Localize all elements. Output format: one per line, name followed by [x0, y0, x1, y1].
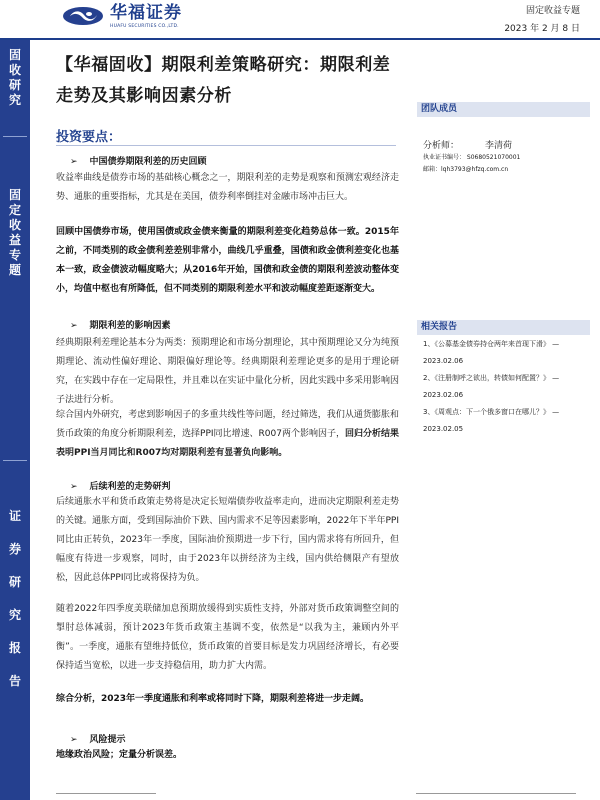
- header-divider: [0, 38, 600, 40]
- regression-conclusion: 回归分析结果表明PPI当月同比和R007均对期限利差有显著负向影响。: [56, 429, 399, 458]
- subhead-outlook: [70, 479, 171, 492]
- sidebar-vertical-text: 证 券 研 究 报 告: [8, 509, 21, 688]
- company-logo: [62, 4, 182, 29]
- arrow-bullet-icon: ➢: [70, 482, 78, 492]
- analyst-name: 李清荷: [485, 141, 513, 151]
- subhead-text: 期限利差的影响因素: [89, 321, 171, 331]
- sidebar-vertical-text: 固 定 收 益 专 题: [8, 188, 21, 277]
- footer-rule-right: [416, 793, 576, 797]
- analyst-email: 邮箱：lqh3793@hfzq.com.cn: [423, 166, 509, 173]
- subhead-text: 风险提示: [89, 735, 126, 745]
- footer-rule-left: [56, 793, 156, 797]
- section-heading: 投资要点：: [56, 130, 122, 145]
- sidebar-section-1: [0, 48, 30, 108]
- logo-mark-icon: [62, 6, 104, 26]
- analyst-cert: 执业证书编号： S0680521070001: [423, 154, 521, 161]
- analyst-label: 分析师：: [423, 141, 460, 151]
- subhead-factors: [70, 318, 171, 331]
- paragraph-theory: 经典期限利差理论基本分为两类：预期理论和市场分割理论，其中预期理论又分为纯预期理论、流动性偏好理论、期限偏好理论等。经典期限利差理论更多的是用于理论研究，在实践中存在一定局限性，并且难以在实证中量化分析，因此实践中多采用影响因子法进行分析。: [56, 338, 399, 405]
- paragraph-regression: [56, 406, 399, 463]
- subhead-risk: [70, 732, 126, 745]
- report-title: 【华福固收】期限利差策略研究：期限利差走势及其影响因素分析: [56, 55, 391, 106]
- sidebar-vertical-text: 固 收 研 究: [8, 48, 21, 107]
- regression-text: 综合国内外研究，考虑到影响因子的多重共线性等问题，经过筛选，我们从通货膨胀和货币政策的角度分析期限利差，选择PPI同比增速、R007两个影响因子，: [56, 410, 399, 439]
- sidebar-section-3: [0, 500, 30, 698]
- related-report-link[interactable]: 1、《公募基金债券持仓两年来首现下滑》 — 2023.02.06: [423, 340, 560, 365]
- right-column: [417, 102, 590, 433]
- section-divider: [56, 145, 396, 146]
- analyst-line: [423, 138, 512, 151]
- subhead-text: 中国债券期限利差的历史回顾: [89, 157, 207, 167]
- related-report-link[interactable]: 3、《周观点：下一个俄多窗口在哪儿？》 — 2023.02.05: [423, 408, 560, 433]
- arrow-bullet-icon: ➢: [70, 321, 78, 331]
- paragraph-history: 回顾中国债券市场，使用国债或政金债来衡量的期限利差变化趋势总体一致。2015年之前，不同类别的政金债利差差别非常小，曲线几乎重叠，国债和政金债利差变化也基本一致，政金债波动幅度略大；从2016年开始，国债和政金债的期限利差波动整体变小，均值中枢也有所降低，但不同类别的期限利差水平和波动幅度差距逐渐变大。: [56, 227, 399, 294]
- header-meta: [504, 2, 580, 38]
- sidebar: [0, 40, 30, 800]
- related-reports: [417, 320, 590, 433]
- paragraph-intro: 收益率曲线是债券市场的基础核心概念之一，期限利差的走势是观察和预测宏观经济走势、通胀的重要指标，尤其是在美国，债券利率倒挂对金融市场冲击巨大。: [56, 173, 399, 202]
- subhead-text: 后续利差的走势研判: [89, 482, 171, 492]
- related-heading: 相关报告: [417, 320, 590, 335]
- arrow-bullet-icon: ➢: [70, 157, 78, 167]
- paragraph-inflation: 后续通胀水平和货币政策走势将是决定长短端债券收益率走向，进而决定期限利差走势的关键。通胀方面，受到国际油价下跌、国内需求不足等因素影响，2022年下半年PPI同比由正转负，2023年一季度，国际油价预期进一步下行，国内需求将有所回升，但幅度有待进一步观察，同时，由于2023年以拼经济为主线，国内供给侧限产有望放松，因此总体PPI同比或将保持为负。: [56, 497, 399, 583]
- related-report-link[interactable]: 2、《注册制呼之欲出，转债如何配置？》 — 2023.02.06: [423, 374, 560, 399]
- subhead-history: [70, 154, 207, 167]
- team-heading: 团队成员: [417, 102, 590, 117]
- paragraph-risk: 地缘政治风险；定量分析误差。: [56, 750, 183, 760]
- sidebar-divider: [3, 136, 27, 137]
- report-date: 2023 年 2 月 8 日: [504, 24, 580, 34]
- arrow-bullet-icon: ➢: [70, 735, 78, 745]
- sidebar-section-2: [0, 188, 30, 278]
- paragraph-conclusion: 综合分析，2023年一季度通胀和利率或将同时下降，期限利差将进一步走阔。: [56, 694, 370, 704]
- paragraph-policy: 随着2022年四季度美联储加息预期放缓得到实质性支持，外部对货币政策调整空间的掣肘总体减弱，预计2023年货币政策主基调不变，依然是“以我为主，兼顾内外平衡”。一季度，通胀有望维持低位，货币政策的首要目标是发力巩固经济增长，有必要保持适当宽松，以进一步支持稳信用，助力扩大内需。: [56, 604, 399, 671]
- sidebar-divider: [3, 460, 27, 461]
- logo-name-cn: 华福证券: [110, 3, 182, 23]
- report-type: 固定收益专题: [525, 6, 580, 16]
- logo-name-en: HUAFU SECURITIES CO.,LTD.: [110, 24, 179, 29]
